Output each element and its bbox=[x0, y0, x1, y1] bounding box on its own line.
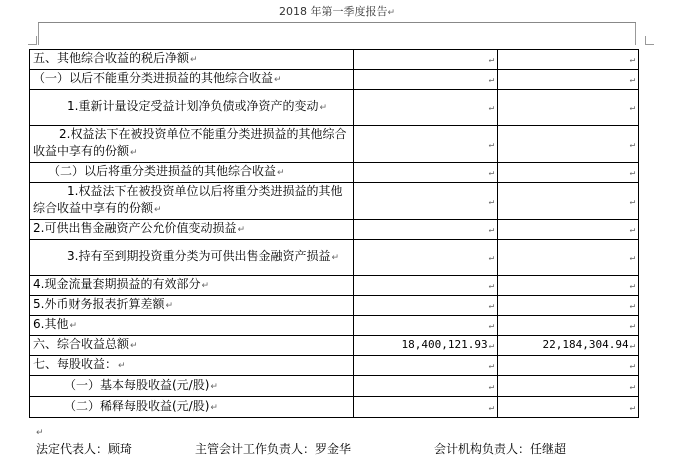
table-row bbox=[30, 240, 639, 276]
row-value-current: ↵ bbox=[354, 316, 498, 336]
corner-mark-right bbox=[645, 36, 654, 45]
row-label: 1.权益法下在被投资单位以后将重分类进损益的其他综合收益中享有的份额↵ bbox=[30, 183, 354, 220]
table-row bbox=[30, 356, 639, 376]
row-value-prior: ↵ bbox=[498, 240, 639, 276]
page-header bbox=[38, 0, 636, 23]
row-value-current: ↵ bbox=[354, 296, 498, 316]
row-value-prior: ↵ bbox=[498, 296, 639, 316]
row-label: 五、其他综合收益的税后净额↵ bbox=[30, 50, 354, 70]
row-label: 5.外币财务报表折算差额↵ bbox=[30, 296, 354, 316]
table-row bbox=[30, 336, 639, 356]
row-value-prior: ↵ bbox=[498, 70, 639, 90]
row-value-prior: ↵ bbox=[498, 126, 639, 163]
row-value-prior: ↵ bbox=[498, 90, 639, 126]
table-row bbox=[30, 220, 639, 240]
row-value-prior: ↵ bbox=[498, 163, 639, 183]
table-row bbox=[30, 397, 639, 418]
table-row bbox=[30, 163, 639, 183]
row-label: 六、综合收益总额↵ bbox=[30, 336, 354, 356]
income-statement-table bbox=[29, 49, 639, 418]
row-value-current: ↵ bbox=[354, 163, 498, 183]
row-value-prior: ↵ bbox=[498, 276, 639, 296]
row-label: 2.可供出售金融资产公允价值变动损益↵ bbox=[30, 220, 354, 240]
table-row bbox=[30, 183, 639, 220]
row-value-current: ↵ bbox=[354, 220, 498, 240]
row-value-current: ↵ bbox=[354, 376, 498, 397]
table-row bbox=[30, 376, 639, 397]
table-row bbox=[30, 126, 639, 163]
row-label: 4.现金流量套期损益的有效部分↵ bbox=[30, 276, 354, 296]
row-value-current: ↵ bbox=[354, 240, 498, 276]
header-box bbox=[38, 23, 636, 45]
accounting-head: 主管会计工作负责人：罗金华 bbox=[195, 442, 352, 456]
row-label: （二）以后将重分类进损益的其他综合收益↵ bbox=[30, 163, 354, 183]
row-value-current: ↵ bbox=[354, 90, 498, 126]
row-label: （一）以后不能重分类进损益的其他综合收益↵ bbox=[30, 70, 354, 90]
row-value-current: ↵ bbox=[354, 397, 498, 418]
row-label: 2.权益法下在被投资单位不能重分类进损益的其他综合收益中享有的份额↵ bbox=[30, 126, 354, 163]
row-label: 1.重新计量设定受益计划净负债或净资产的变动↵ bbox=[30, 90, 354, 126]
report-title: 2018 年第一季度报告 bbox=[278, 5, 388, 18]
table-row bbox=[30, 90, 639, 126]
row-label: 3.持有至到期投资重分类为可供出售金融资产损益↵ bbox=[30, 240, 354, 276]
accounting-dept-head: 会计机构负责人：任继超 bbox=[434, 442, 567, 456]
row-value-prior: ↵ bbox=[498, 356, 639, 376]
row-value-current: ↵ bbox=[354, 356, 498, 376]
row-label: （二）稀释每股收益(元/股)↵ bbox=[30, 397, 354, 418]
table-row bbox=[30, 316, 639, 336]
row-value-current: ↵ bbox=[354, 183, 498, 220]
row-value-prior: ↵ bbox=[498, 397, 639, 418]
row-label: 6.其他↵ bbox=[30, 316, 354, 336]
row-value-current: ↵ bbox=[354, 50, 498, 70]
table-row bbox=[30, 276, 639, 296]
row-label: （一）基本每股收益(元/股)↵ bbox=[30, 376, 354, 397]
row-value-prior: ↵ bbox=[498, 220, 639, 240]
table-row bbox=[30, 50, 639, 70]
row-label: 七、每股收益：↵ bbox=[30, 356, 354, 376]
table-row bbox=[30, 70, 639, 90]
corner-mark-left bbox=[28, 36, 37, 45]
row-value-current: ↵ bbox=[354, 276, 498, 296]
paragraph-mark: ↵ bbox=[387, 8, 396, 18]
row-value-current: ↵ bbox=[354, 126, 498, 163]
row-value-prior: ↵ bbox=[498, 183, 639, 220]
table-row bbox=[30, 296, 639, 316]
row-value-prior: ↵ bbox=[498, 316, 639, 336]
row-value-prior: ↵ bbox=[498, 50, 639, 70]
legal-representative: 法定代表人：顾琦 bbox=[36, 442, 133, 456]
row-value-prior: ↵ bbox=[498, 376, 639, 397]
row-value-current: 18,400,121.93↵ bbox=[354, 336, 498, 356]
paragraph-mark: ↵ bbox=[36, 428, 44, 438]
row-value-prior: 22,184,304.94↵ bbox=[498, 336, 639, 356]
row-value-current: ↵ bbox=[354, 70, 498, 90]
